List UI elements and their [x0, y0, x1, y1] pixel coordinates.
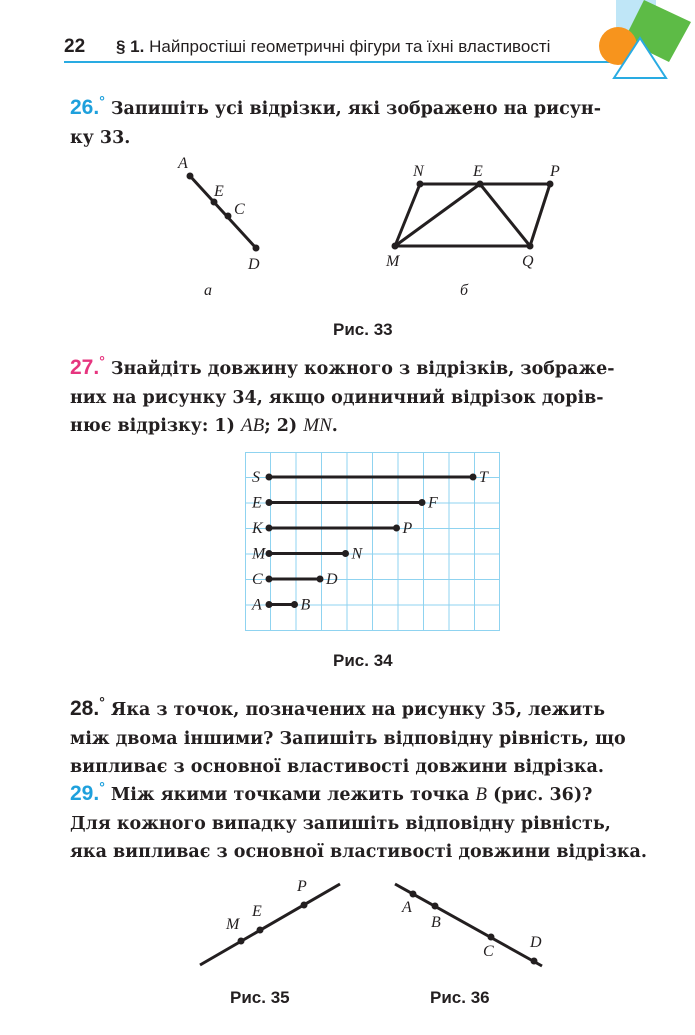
label-a-C: C [234, 201, 245, 218]
label-36-A: A [402, 899, 412, 916]
point-P [393, 525, 400, 532]
point-B: B [475, 784, 488, 805]
problem-text-line: між двома іншими? Запишіть відповідну рівність, що [70, 728, 626, 749]
section-title-text: Найпростіші геометричні фігури та їхні властивості [149, 37, 551, 56]
decorative-shapes-logo [596, 0, 695, 86]
sub-a: а [204, 282, 212, 299]
point-M [266, 550, 273, 557]
figure-34-caption: Рис. 34 [333, 651, 393, 670]
label-a-A: A [178, 155, 188, 172]
header-rule [64, 61, 619, 63]
point-A [266, 601, 273, 608]
problem-text-line: Запишіть усі відрізки, які зображено на рисун- [110, 99, 602, 119]
label-K: K [252, 520, 263, 537]
page-number: 22 [64, 36, 86, 57]
problem-26: 26.° Запишіть усі відрізки, які зображено на рисун- ку 33. [70, 93, 602, 148]
problem-number: 29. [70, 782, 100, 805]
label-a-E: E [214, 183, 224, 200]
label-A: A [252, 596, 262, 614]
point-S [266, 474, 273, 481]
figure-35-caption: Рис. 35 [230, 988, 290, 1007]
problem-text-line: нює відрізку: 1) [70, 416, 241, 436]
label-35-P: P [297, 878, 307, 895]
segment-MN: MN [303, 415, 332, 436]
figure-35 [200, 878, 340, 965]
label-N: N [351, 545, 363, 563]
problem-text-line: Між якими точками лежить точка [110, 785, 476, 805]
label-b-Q: Q [522, 253, 534, 270]
point-N [342, 550, 349, 557]
label-T: T [479, 469, 488, 486]
label-36-B: B [431, 914, 441, 931]
label-S: S [252, 469, 260, 486]
problem-27: 27.° Знайдіть довжину кожного з відрізків, зображе- них на рисунку 34, якщо одиничний відрізок дорів- нює відрізку: 1) AB; 2) MN. [70, 353, 615, 436]
label-D: D [326, 571, 338, 588]
problem-number: 26. [70, 96, 100, 119]
problem-number: 28. [70, 697, 100, 720]
figures-35-36 [190, 870, 570, 980]
label-36-C: C [483, 943, 494, 960]
figure-36-caption: Рис. 36 [430, 988, 490, 1007]
point-K [266, 525, 273, 532]
label-b-P: P [550, 163, 560, 180]
point-T [470, 474, 477, 481]
point-D [317, 576, 324, 583]
label-a-D: D [248, 256, 260, 273]
label-C: C [252, 571, 263, 588]
label-36-D: D [530, 934, 542, 951]
label-F: F [428, 494, 438, 512]
problem-text-line: Для кожного випадку запишіть відповідну рівність, [70, 813, 611, 834]
problem-text-line: Знайдіть довжину кожного з відрізків, зображе- [110, 359, 615, 379]
sub-b: б [460, 282, 469, 299]
point-B [291, 601, 298, 608]
label-b-E: E [473, 163, 483, 180]
segment-AB: AB [240, 415, 265, 436]
problem-text-line: Яка з точок, позначених на рисунку 35, лежить [110, 700, 605, 720]
point-F [419, 499, 426, 506]
label-35-M: M [226, 916, 240, 933]
point-E [266, 499, 273, 506]
problem-number: 27. [70, 356, 100, 379]
label-E: E [252, 494, 262, 512]
label-M: M [252, 545, 266, 563]
figure-33b [395, 184, 550, 246]
problem-text-line: випливає з основної властивості довжини відрізка. [70, 757, 604, 777]
problem-text-line: ку 33. [70, 127, 131, 148]
problem-29: 29.° Між якими точками лежить точка B (рис. 36)? Для кожного випадку запишіть відповідну рівність, яка випливає з основної властивості довжини відрізка. [70, 779, 647, 862]
label-b-N: N [413, 163, 424, 180]
label-b-M: M [386, 253, 400, 270]
problem-28: 28.° Яка з точок, позначених на рисунку 35, лежить між двома іншими? Запишіть відповідну рівність, що випливає з основної властивості довжини відрізка. [70, 694, 626, 777]
problem-text-line: яка випливає з основної властивості довжини відрізка. [70, 842, 647, 862]
section-mark: § 1. [116, 37, 145, 56]
section-title [116, 37, 550, 57]
point-C [266, 576, 273, 583]
label-P: P [402, 520, 413, 537]
figure-33-caption: Рис. 33 [333, 320, 393, 339]
label-35-E: E [252, 903, 262, 920]
label-B: B [300, 596, 311, 614]
figure-36 [395, 884, 542, 966]
figure-33 [150, 150, 580, 310]
figure-34 [245, 452, 501, 632]
problem-text-line: них на рисунку 34, якщо одиничний відрізок дорів- [70, 387, 604, 408]
